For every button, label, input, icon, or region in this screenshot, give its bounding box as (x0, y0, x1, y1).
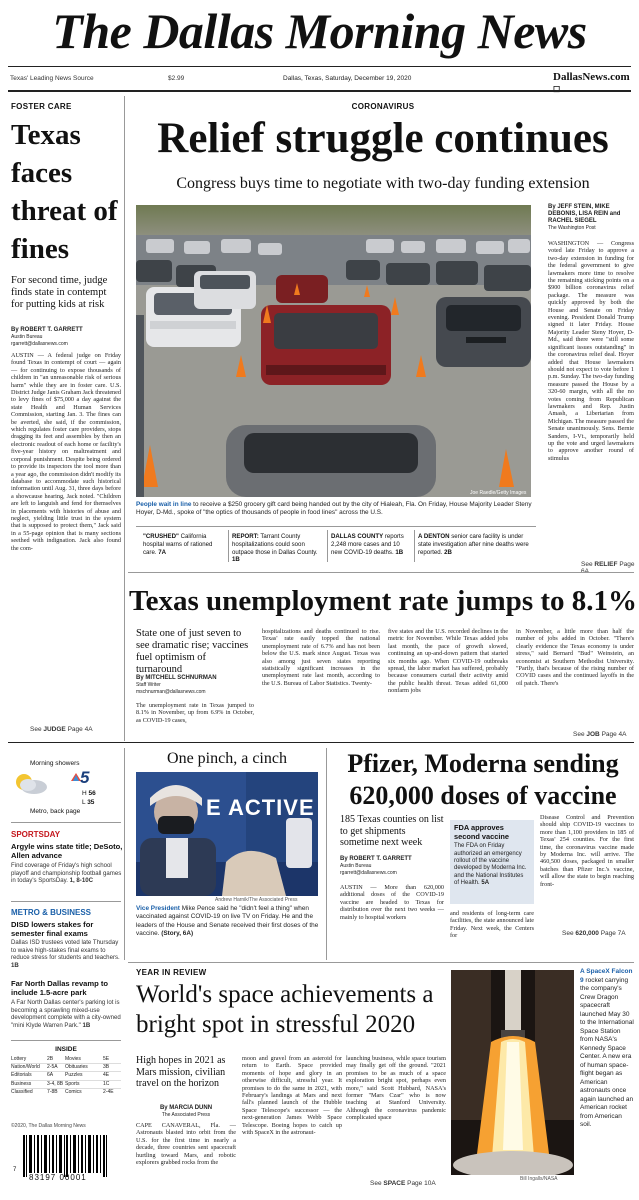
inside-label: INSIDE (55, 1046, 77, 1053)
site-logo[interactable]: DallasNews.com (553, 71, 639, 95)
unemployment-col3: five states and the U.S. recorded declines in the metric for November. While Texas added jobs last month, the pace of growth slowed, continuing an up-and-down pattern that started six months ago. When COVID-19 outbreaks spread, the labor market has suffered, probably because consumers curtail their activity amid the public health threat. Texas added 61,000 nonfarm jobs (388, 628, 508, 695)
left-byline: By ROBERT T. GARRETT (11, 327, 83, 333)
weather-label: Morning showers (30, 760, 80, 767)
dateline: Dallas, Texas, Saturday, December 19, 2020 (283, 75, 412, 82)
masthead-title: The Dallas Morning News (52, 3, 587, 59)
unemployment-col4: in November, a little more than half the number of jobs added in October. "There's clearly evidence the Texas economy is under stress," said Bernard "Bud" Weinstein, an economist at Southern Methodist University. "Partly, that's because of the rising number of COVID cases and the continued layoffs in the oil patch. There's (516, 628, 634, 687)
sportsday-text: Find coverage of Friday's high school playoff and championship football games in today's SportsDay. 1, 8-10C (11, 862, 122, 885)
section-metro-business[interactable]: METRO & BUSINESS (11, 908, 92, 917)
fda-text: The FDA on Friday authorized an emergency rollout of the vaccine developed by Moderna Inc. and the National Institutes of Health. 5A (454, 843, 527, 887)
space-deck: High hopes in 2021 as Mars mission, civilian travel on the horizon (136, 1055, 226, 1090)
pfizer-bureau: Austin Bureau (340, 863, 372, 869)
lead-bureau: The Washington Post (548, 225, 596, 231)
fda-box[interactable] (450, 820, 534, 904)
see-620000[interactable]: See 620,000 Page 7A (562, 930, 626, 937)
weather-icon (12, 770, 48, 798)
kicker-foster-care: FOSTER CARE (11, 102, 72, 111)
pfizer-deck: 185 Texas counties on list to get shipments sometime next week (340, 814, 444, 849)
lead-headline[interactable]: Relief struggle continues (157, 115, 609, 162)
copyright: ©2020, The Dallas Morning News (11, 1123, 86, 1129)
left-bureau: Austin Bureau (11, 334, 43, 340)
space-bureau: The Associated Press (161, 1112, 211, 1118)
lead-photo-caption: People wait in line to receive a $250 grocery gift card being handed out by the city of Hialeah, Fla. On Friday, House Majority Leader Steny Hoyer, D-Md., spoke of "the optics of thousands of people in food lines" across the U.S. (136, 501, 532, 517)
vaccine-photo-caption: Vice President Mike Pence said he "didn't feel a thing" when vaccinated against COVID-19 on live TV on Friday. He and the leaders of the House and Senate received their first doses of the vaccine. (Story, 6A) (136, 905, 319, 937)
inside-index: Lottery 2B Movies 5E Nation/World 2-5A Obituaries 3B Editorials 6A Puzzles 4E Business 3-4, 8B Sports 1C Classified 7-8B Comics 2-4E (11, 1056, 121, 1096)
kicker-year-in-review: YEAR IN REVIEW (136, 968, 207, 977)
brief-denton[interactable]: A DENTON senior care facility is under state investigation after nine deaths were reported. 2B (418, 533, 529, 556)
weather-station-logo: 5 (80, 768, 90, 787)
kicker-coronavirus: CORONAVIRUS (351, 102, 415, 111)
lead-byline: By JEFF STEIN, MIKE DEBONIS, LISA REIN and RACHEL SIEGEL (548, 204, 621, 224)
disd-text: Dallas ISD trustees voted late Thursday to waive high-stakes final exams to reduce stress for students and teachers. 1B (11, 939, 120, 969)
sportsday-head[interactable]: Argyle wins state title; DeSoto, Allen advance (11, 842, 123, 860)
far-north-head[interactable]: Far North Dallas revamp to include 1.5-acre park (11, 979, 109, 997)
food-line-photo (136, 205, 531, 497)
brief-crushed[interactable]: "CRUSHED" California hospital warns of rationed care. 7A (143, 533, 213, 556)
space-col3: launching business, while space tourism may finally get off the ground. "2021 promises to be as much of a space exploration bright spot, perhaps even more," said Scott Hubbard, NASA's former "Mars Czar" who is now teaching at Stanford University. Although the coronavirus pandemic complicated space (346, 1055, 446, 1122)
pfizer-email: rgarrett@dallasnews.com (340, 870, 397, 876)
see-relief[interactable]: See RELIEF Page (581, 561, 635, 568)
vaccine-photo-credit: Andrew Harnik/The Associated Press (215, 897, 298, 903)
vaccine-backdrop-text: E ACTIVE (206, 795, 315, 820)
pfizer-body: AUSTIN — More than 620,000 additional doses of the COVID-19 vaccine are headed to Texas for distribution over the next two weeks — mainly to hospital workers (340, 884, 444, 921)
pfizer-headline[interactable]: Pfizer, Moderna sending 620,000 doses of vaccine (347, 749, 619, 810)
weather-note[interactable]: Metro, back page (30, 808, 81, 815)
space-photo-caption: A SpaceX Falcon 9 rocket carrying the company's Crew Dragon spacecraft launched May 30 to the International Space Station from NASA's Kennedy Space Center. A new era of human space-flight began as American astronauts once again launched an American rocket from American soil. (580, 968, 634, 1128)
unemployment-col1: The unemployment rate in Texas jumped to 8.1% in November, up from 6.9% in October, as COVID-19 cases, (136, 702, 254, 724)
pfizer-col3: Disease Control and Prevention should ship COVID-19 vaccines to more than 1,100 providers in 185 of Texas' 254 counties. For the first time, the coronavirus vaccine made by Moderna Inc. will arrive. The 460,500 doses, packaged in smaller batches than Pfizer Inc.'s vaccine, will allow the state to begin reaching front- (540, 814, 634, 888)
barcode-lead-digit: 7 (13, 1167, 17, 1173)
unemployment-headline[interactable]: Texas unemployment rate jumps to 8.1% (128, 585, 638, 617)
far-north-text: A Far North Dallas center's parking lot is becoming a sprawling mixed-use development complete with a city-owned "mini Klyde Warren Park." 1B (11, 999, 121, 1029)
unemployment-deck: State one of just seven to see dramatic rise; vaccines fuel optimism of turnaround (136, 628, 249, 675)
space-col1: CAPE CANAVERAL, Fla. — Astronauts blasted into orbit from the U.S. for the first time in nearly a decade, three countries sent spacecraft hurtling toward Mars, and robotic explorers grabbed rocks from the (136, 1122, 236, 1167)
tagline: Texas' Leading News Source (10, 75, 94, 82)
unemployment-byline: By MITCHELL SCHNURMAN (136, 675, 217, 681)
space-byline: By MARCIA DUNN (159, 1105, 213, 1111)
left-email: rgarrett@dallasnews.com (11, 341, 68, 347)
section-sportsday[interactable]: SPORTSDAY (11, 830, 61, 839)
space-photo-credit: Bill Ingalls/NASA (520, 1176, 558, 1182)
disd-head[interactable]: DISD lowers stakes for semester final exams (11, 920, 94, 938)
weather-low: L 35 (82, 799, 95, 806)
lead-photo-credit: Joe Raedle/Getty Images (470, 490, 527, 496)
lead-body: WASHINGTON — Congress voted late Friday to approve a two-day extension in funding for the federal government to give lawmakers more time to resolve the remaining sticking points on a $900 billion coronavirus relief package. The measure was quickly approved by both the House and Senate on Friday evening. President Donald Trump signed it later Friday. House Majority Leader Steny Hoyer, D-Md., said there were "still some significant issues outstanding" in the coronavirus relief deal. Hoyer added that House lawmakers should not expect to vote before 1 p.m. Sunday. The two-day funding measure passed the House by a 320-60 margin, with all the no votes coming from Republican lawmakers and Rep. Justin Amash, a Libertarian from Michigan. The measure passed the Senate unanimously. Sens. Bernie Sanders, I-Vt., temporarily held up the vote and urged lawmakers to approve another round of stimulus (548, 240, 634, 462)
unemployment-bureau: Staff Writer (136, 682, 161, 688)
space-col2: moon and gravel from an asteroid for return to Earth. Space provided moments of hope and glory in an otherwise difficult, stressful year. It promises to do the same in 2021, with February's landings at Mars and next fall's planned launch of the Hubble Space Telescope's successor — the next-generation James Webb Space Telescope. Boeing hopes to catch up with SpaceX in the astronaut- (242, 1055, 342, 1137)
pfizer-byline: By ROBERT T. GARRETT (340, 856, 412, 862)
fda-head: FDA approves second vaccine (454, 823, 510, 841)
vaccine-photo-title: One pinch, a cinch (167, 750, 287, 767)
see-space[interactable]: See SPACE Page 10A (370, 1180, 436, 1187)
lead-deck: Congress buys time to negotiate with two-day funding extension (176, 175, 590, 192)
pence-vaccine-photo (136, 772, 318, 896)
brief-report[interactable]: REPORT: Tarrant County hospitalizations could soon outpace those in Dallas County. 1B (232, 533, 318, 564)
spacex-launch-photo (451, 970, 574, 1175)
price: $2.99 (168, 75, 185, 82)
barcode-number: 83197 00001 (29, 1173, 87, 1182)
brief-dallas-county[interactable]: DALLAS COUNTY reports 2,248 more cases and 10 new COVID-19 deaths. 1B (331, 533, 404, 556)
left-body: AUSTIN — A federal judge on Friday found Texas in contempt of court — again — for continuing to expose thousands of children in "an unreasonable risk of serious harm" while they are in foster care. U.S. District Judge Janis Graham Jack threatened to levy fines of $75,000 a day against the state Health and Human Services Commission, starting Jan. 3. The fines can be averted, she said, if the commission, which regulates foster care providers, stops dragging its feet and assembles by then an electronic readout of each home or facility's five-year history on maltreatment and corporal punishment. Despite being ordered to provide its inspectors the tool more than a year ago, the commission didn't modify its database to accommodate such historical information until Aug. 31, three days before a showcause hearing, Jack noted. "Children are left to languish and fend for themselves in placements with histories of abuse and neglect, yielding little trust in the system that is supposed to protect them," Jack said in a 55-page opinion that is many sections seethed with indignation. Jack also found the com- (11, 352, 121, 552)
see-judge[interactable]: See JUDGE Page 4A (30, 726, 93, 733)
space-headline[interactable]: World's space achievements a bright spot in stressful 2020 (136, 981, 434, 1038)
see-job[interactable]: See JOB Page 4A (573, 731, 627, 738)
weather-high: H 56 (82, 790, 96, 797)
left-headline[interactable]: Texas faces threat of fines (11, 119, 118, 265)
nbc-peacock-icon (70, 769, 82, 779)
barcode (11, 1133, 121, 1191)
pfizer-body2: and residents of long-term care facilities, the state announced late Friday. Next week, the Centers for (450, 910, 534, 940)
left-deck: For second time, judge finds state in contempt for putting kids at risk (11, 275, 108, 310)
unemployment-email: mschnurman@dallasnews.com (136, 689, 206, 695)
unemployment-col2: hospitalizations and deaths continued to rise. Texas' rate easily topped the national unemployment rate of 6.7% and has not been below the U.S. mark since August. Texas was also among just seven states reporting statistically significant increases in the unemployment rate last month, according to the U.S. Bureau of Labor Statistics. Twenty- (262, 628, 380, 687)
